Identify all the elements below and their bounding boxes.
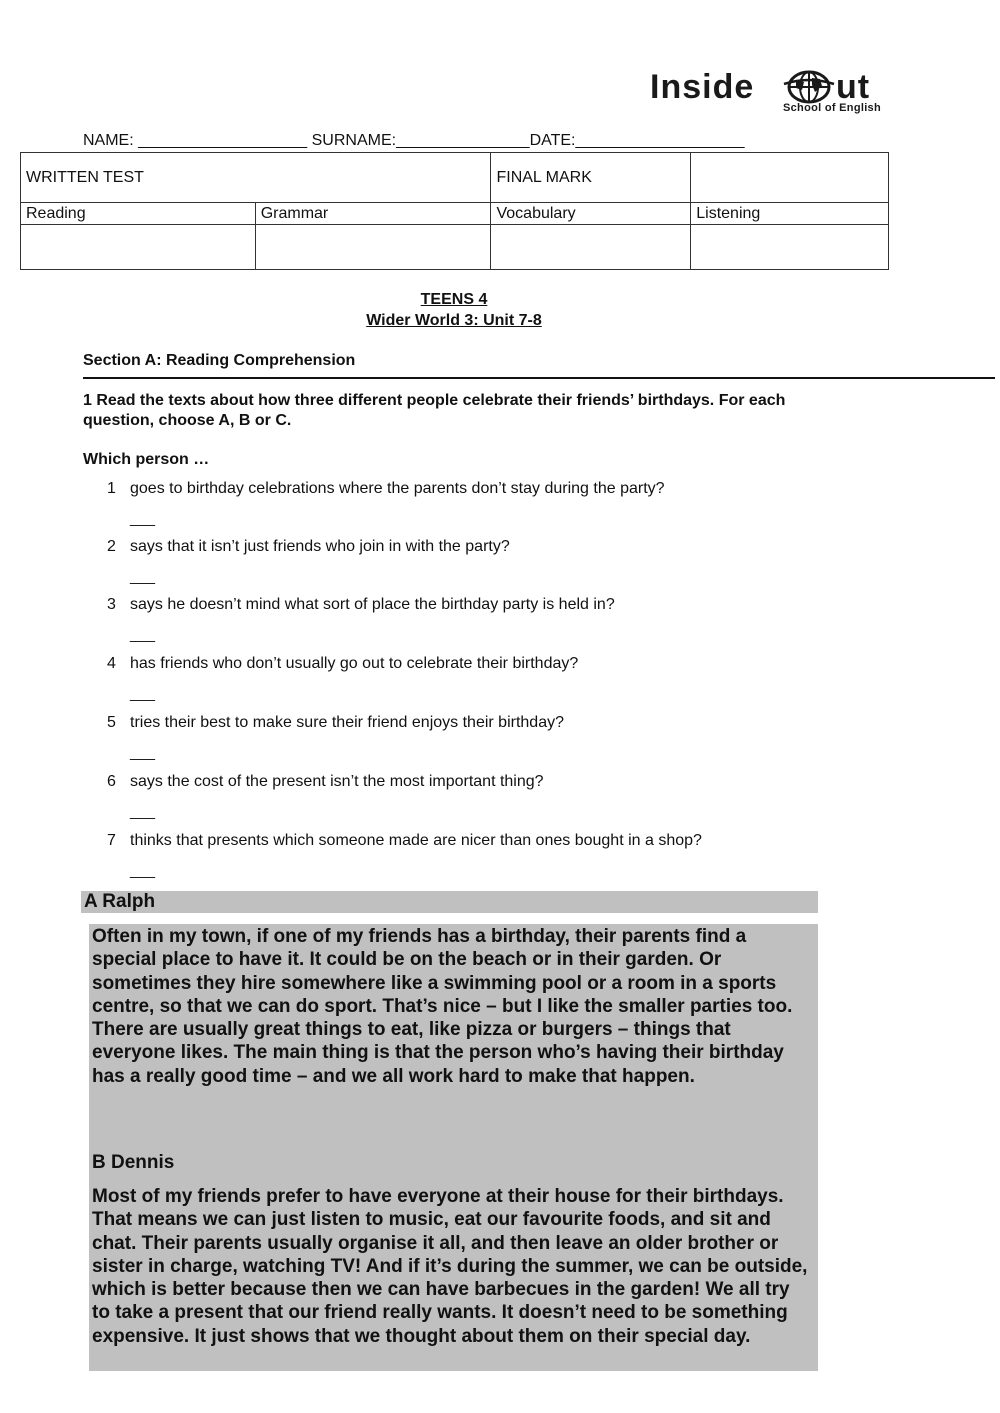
marks-table [20,152,889,270]
question-number: 5 [107,714,116,731]
question-item [107,832,702,879]
question-text: goes to birthday celebrations where the parents don’t stay during the party? [130,480,665,497]
unit-title: Wider World 3: Unit 7-8 [366,312,542,329]
column-reading: Reading [21,203,256,225]
answer-blank[interactable]: ___ [130,510,156,527]
question-text: says he doesn’t mind what sort of place the birthday party is held in? [130,596,615,613]
question-item [107,538,510,585]
exercise-instruction: 1 Read the texts about how three different people celebrate their friends’ birthdays. For each question, choose A, B or C. [83,392,786,429]
logo-subtitle: School of English [783,102,881,114]
question-item [107,773,544,820]
answer-blank[interactable]: ___ [130,862,156,879]
question-text: tries their best to make sure their friend enjoys their birthday? [130,714,564,731]
vocabulary-score-cell[interactable] [491,225,691,270]
question-item [107,596,615,643]
question-item [107,480,665,527]
question-text: has friends who don’t usually go out to celebrate their birthday? [130,655,579,672]
logo-word-inside: Inside [650,68,755,106]
answer-blank[interactable]: ___ [130,744,156,761]
answer-blank[interactable]: ___ [130,685,156,702]
column-listening: Listening [691,203,889,225]
question-item [107,655,579,702]
answer-blank[interactable]: ___ [130,568,156,585]
text-b-body: Most of my friends prefer to have everyone at their house for their birthdays. That means we can just listen to music, eat our favourite foods, and sit and chat. Their parents usually organise it all, and then leave an older brother or sister in charge, watching TV! And if it’s during the summer, we can be outside, which is better because then we can have barbecues in the garden! We all try to take a present that our friend really wants. It doesn’t need to be something expensive. It just shows that we thought about them on their special day. [92,1186,808,1347]
reading-score-cell[interactable] [21,225,256,270]
text-a-heading: A Ralph [81,891,818,913]
listening-score-cell[interactable] [691,225,889,270]
question-number: 4 [107,655,116,672]
text-b-heading: B Dennis [92,1152,175,1173]
column-vocabulary: Vocabulary [491,203,691,225]
section-title: Section A: Reading Comprehension [83,352,356,369]
question-number: 1 [107,480,116,497]
student-details-line[interactable]: NAME: ___________________ SURNAME:_______________DATE:___________________ [83,132,745,149]
final-mark-label: FINAL MARK [491,153,691,203]
globe-icon [782,70,836,104]
school-logo [650,68,885,118]
answer-blank[interactable]: ___ [130,803,156,820]
question-item [107,714,564,761]
question-text: thinks that presents which someone made are nicer than ones bought in a shop? [130,832,702,849]
text-a-body: Often in my town, if one of my friends has a birthday, their parents find a special place to have it. It could be on the beach or in their garden. Or sometimes they hire somewhere like a swimming pool or a room in a sports centre, so that we can do sport. That’s nice – but I like the smaller parties too. There are usually great things to eat, like pizza or burgers – things that everyone likes. The main thing is that the person who’s having their birthday has a really good time – and we all work hard to make that happen. [92,926,793,1087]
question-text: says that it isn’t just friends who join in with the party? [130,538,510,555]
question-number: 7 [107,832,116,849]
question-number: 3 [107,596,116,613]
section-divider [83,377,995,379]
course-title: TEENS 4 [420,291,488,308]
question-number: 6 [107,773,116,790]
final-mark-cell[interactable] [691,153,889,203]
question-text: says the cost of the present isn’t the most important thing? [130,773,544,790]
reading-texts-box [89,924,818,1371]
which-person-heading: Which person … [83,451,210,468]
logo-word-ut: ut [836,68,871,106]
question-number: 2 [107,538,116,555]
answer-blank[interactable]: ___ [130,626,156,643]
written-test-label: WRITTEN TEST [21,153,491,203]
column-grammar: Grammar [255,203,491,225]
grammar-score-cell[interactable] [255,225,491,270]
